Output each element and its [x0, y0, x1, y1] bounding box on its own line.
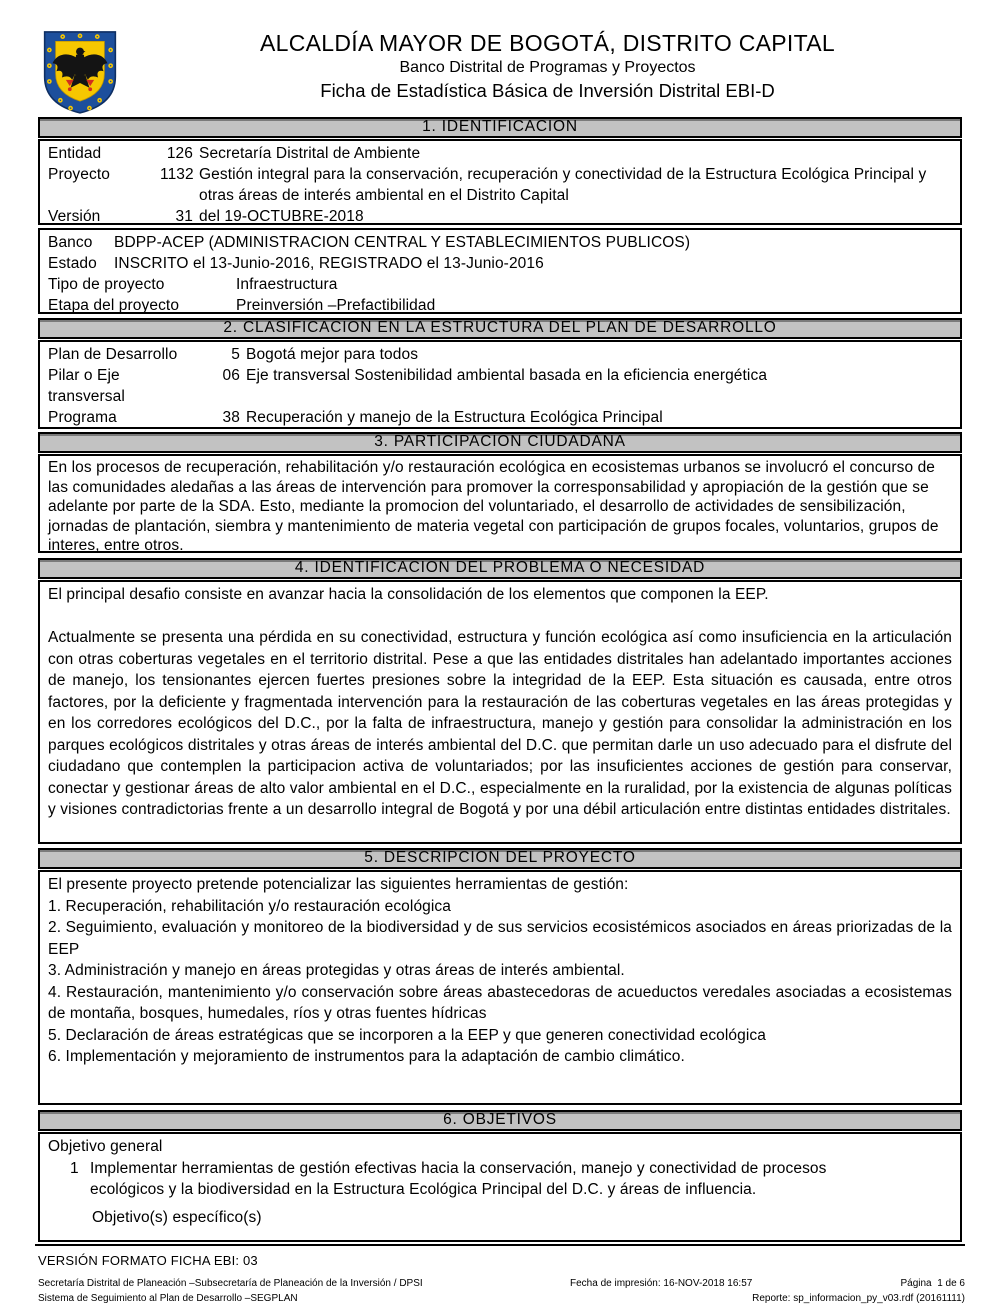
estado-label: Estado: [48, 255, 97, 272]
section-clasificacion: [38, 318, 962, 429]
section-1-header: 1. IDENTIFICACION: [38, 117, 962, 138]
plan-desarrollo-code: 5: [231, 346, 240, 363]
section-identificacion: [38, 117, 962, 314]
section-objetivos: [38, 1110, 962, 1242]
section-2-header: 2. CLASIFICACION EN LA ESTRUCTURA DEL PLAN DE DESARROLLO: [38, 318, 962, 339]
entidad-label: Entidad: [48, 145, 102, 162]
document-header: [0, 0, 1000, 117]
objetivo-general-label: Objetivo general: [48, 1138, 163, 1155]
row-plan-desarrollo: [40, 344, 960, 365]
row-proyecto: [40, 164, 960, 206]
footer-format-version: VERSIÓN FORMATO FICHA EBI: 03: [38, 1253, 258, 1268]
proyecto-label: Proyecto: [48, 166, 110, 183]
page-footer: [35, 1244, 965, 1306]
proyecto-code: 1132: [160, 166, 194, 183]
footer-print-date: Fecha de impresión: 16-NOV-2018 16:57: [570, 1278, 753, 1289]
banco-label: Banco: [48, 234, 93, 251]
page-subtitle-bank: Banco Distrital de Programas y Proyectos: [399, 59, 696, 76]
row-entidad: [40, 143, 960, 164]
page-title: ALCALDÍA MAYOR DE BOGOTÁ, DISTRITO CAPITAL: [260, 30, 835, 56]
descripcion-item-2: 2. Seguimiento, evaluación y monitoreo de la biodiversidad y de sus servicios ecosistémicos asociados en áreas priorizadas de la EEP: [48, 919, 952, 958]
entidad-code: 126: [166, 145, 193, 162]
banco-value: BDPP-ACEP (ADMINISTRACION CENTRAL Y ESTABLECIMIENTOS PUBLICOS): [114, 234, 691, 251]
footer-page-indicator: [900, 1276, 965, 1291]
section-6-box: [38, 1132, 962, 1242]
descripcion-item-6: 6. Implementación y mejoramiento de instrumentos para la adaptación de cambio climático.: [48, 1048, 685, 1065]
footer-right-column: [570, 1276, 965, 1306]
section-1-info-box: [38, 228, 962, 314]
row-pilar-eje: [40, 365, 960, 407]
objetivo-especifico-label: Objetivo(s) específico(s): [92, 1208, 262, 1226]
footer-print-row: [570, 1276, 965, 1291]
footer-sistema-line: Sistema de Seguimiento al Plan de Desarrollo –SEGPLAN: [38, 1293, 298, 1304]
estado-value: INSCRITO el 13-Junio-2016, REGISTRADO el 13-Junio-2016: [114, 255, 544, 272]
plan-desarrollo-label: Plan de Desarrollo: [48, 346, 178, 363]
problema-paragraph-2: Actualmente se presenta una pérdida en su conectividad, estructura y función ecológica así como insuficiencia en la articulación con otras coberturas vegetales en el territorio distrital. Pese a que las entidades distritales han adelantado importantes acciones de manejo, los tensionantes ejercen fuertes presiones sobre la integridad de la EEP. Esta situación es causada, entre otros factores, por la deficiente y fragmentada intervención para la restauración de las coberturas vegetales en las áreas protegidas y en los corredores ecológicos del D.C., por la falta de infraestructura, manejo y gestión para consolidar la administración en los parques ecológicos distritales y otras áreas de interés ambiental del D.C. que permitan darle un uso adecuado para el disfrute del ciudadano que contemplen la participacion activa de voluntariados; por las insuficientes acciones de gestión para conservar, conectar y gestionar áreas de alto valor ambiental en el D.C., especialmente en la ruralidad, por la existencia de algunas políticas y visiones contradictorias frente a un desarrollo integral de Bogotá y por una débil articulación entre distintas entidades distritales.: [48, 629, 952, 818]
bogota-coat-of-arms-icon: [40, 28, 120, 116]
header-titles: [95, 0, 1000, 103]
programa-value: Recuperación y manejo de la Estructura Ecológica Principal: [246, 409, 663, 426]
objetivo-text: Implementar herramientas de gestión efectivas hacia la conservación, manejo y conectividad de procesos ecológicos y la biodiversidad en la Estructura Ecológica Principal del D.C. y áreas de influencia.: [90, 1159, 827, 1198]
descripcion-item-4: 4. Restauración, mantenimiento y/o conservación sobre áreas abastecedoras de acueductos veredales asociadas a ecosistemas de montaña, bosques, humedales, ríos y otras fuentes hídricas: [48, 983, 952, 1022]
descripcion-item-5: 5. Declaración de áreas estratégicas que se incorporen a la EEP y que generen conectividad ecológica: [48, 1026, 766, 1044]
version-label: Versión: [48, 208, 101, 225]
section-participacion: [38, 432, 962, 553]
footer-secretaria-line: Secretaría Distrital de Planeación –Subsecretaría de Planeación de la Inversión / DPSI: [38, 1278, 423, 1289]
objetivo-number: 1: [70, 1159, 79, 1177]
section-5-header: 5. DESCRIPCIÓN DEL PROYECTO: [38, 848, 962, 869]
problema-paragraph-1: El principal desafio consiste en avanzar hacia la consolidación de los elementos que componen la EEP.: [48, 586, 769, 603]
row-version: [40, 206, 960, 227]
footer-left-column: [38, 1276, 570, 1306]
section-2-box: [38, 340, 962, 429]
section-4-header: 4. IDENTIFICACIÓN DEL PROBLEMA O NECESIDAD: [38, 558, 962, 579]
section-3-header: 3. PARTICIPACIÓN CIUDADANA: [38, 432, 962, 453]
footer-report-name: Reporte: sp_informacion_py_v03.rdf (20161111): [752, 1293, 965, 1304]
row-banco: [40, 232, 960, 253]
section-5-box: [38, 870, 962, 1105]
tipo-proyecto-label: Tipo de proyecto: [48, 276, 165, 293]
descripcion-item-1: 1. Recuperación, rehabilitación y/o restauración ecológica: [48, 897, 452, 915]
version-number: 31: [175, 208, 193, 225]
pilar-eje-label: Pilar o Eje transversal: [48, 367, 125, 405]
section-3-box: [38, 454, 962, 553]
version-date: del 19-OCTUBRE-2018: [199, 208, 364, 225]
row-programa: [40, 407, 960, 428]
section-6-header: 6. OBJETIVOS: [38, 1110, 962, 1131]
pilar-eje-value: Eje transversal Sostenibilidad ambiental basada en la eficiencia energética: [246, 367, 768, 384]
section-4-box: [38, 580, 962, 844]
entidad-value: Secretaría Distrital de Ambiente: [199, 145, 421, 162]
etapa-proyecto-label: Etapa del proyecto: [48, 297, 180, 314]
section-1-main-box: [38, 139, 962, 225]
proyecto-value: Gestión integral para la conservación, recuperación y conectividad de la Estructura Ecológica Principal y otras áreas de interés ambiental en el Distrito Capital: [199, 166, 927, 204]
etapa-proyecto-value: Preinversión –Prefactibilidad: [236, 297, 436, 314]
descripcion-item-3: 3. Administración y manejo en áreas protegidas y otras áreas de interés ambiental.: [48, 962, 625, 979]
plan-desarrollo-value: Bogotá mejor para todos: [246, 346, 419, 363]
footer-page-value: 1 de 6: [937, 1278, 965, 1289]
footer-details: [38, 1276, 965, 1306]
section-problema: [38, 558, 962, 844]
section-descripcion: [38, 848, 962, 1105]
footer-page-label: Página: [900, 1278, 932, 1289]
tipo-proyecto-value: Infraestructura: [236, 276, 338, 293]
row-estado: [40, 253, 960, 274]
participacion-paragraph: En los procesos de recuperación, rehabilitación y/o restauración ecológica en ecosistemas urbanos se involucró el concurso de las comunidades aledañas a las áreas de intervención para promover la corresponsabilidad y apropiación de la gestión que se adelante por parte de la SDA. Esto, mediante la promocion del voluntariado, el desarrollo de actividades de sensibilización, jornadas de plantación, siembra y mantenimiento de materia vegetal con participación de grupos focales, voluntarios, grupos de interes, entre otros.: [48, 459, 939, 555]
programa-label: Programa: [48, 409, 117, 426]
page-subtitle-ficha: Ficha de Estadística Básica de Inversión Distrital EBI-D: [320, 80, 775, 101]
pilar-eje-code: 06: [222, 367, 240, 384]
descripcion-intro: El presente proyecto pretende potencializar las siguientes herramientas de gestión:: [48, 876, 629, 893]
row-etapa-proyecto: [40, 295, 960, 316]
objetivo-general-item: [40, 1158, 960, 1201]
row-tipo-proyecto: [40, 274, 960, 295]
programa-code: 38: [222, 409, 240, 426]
